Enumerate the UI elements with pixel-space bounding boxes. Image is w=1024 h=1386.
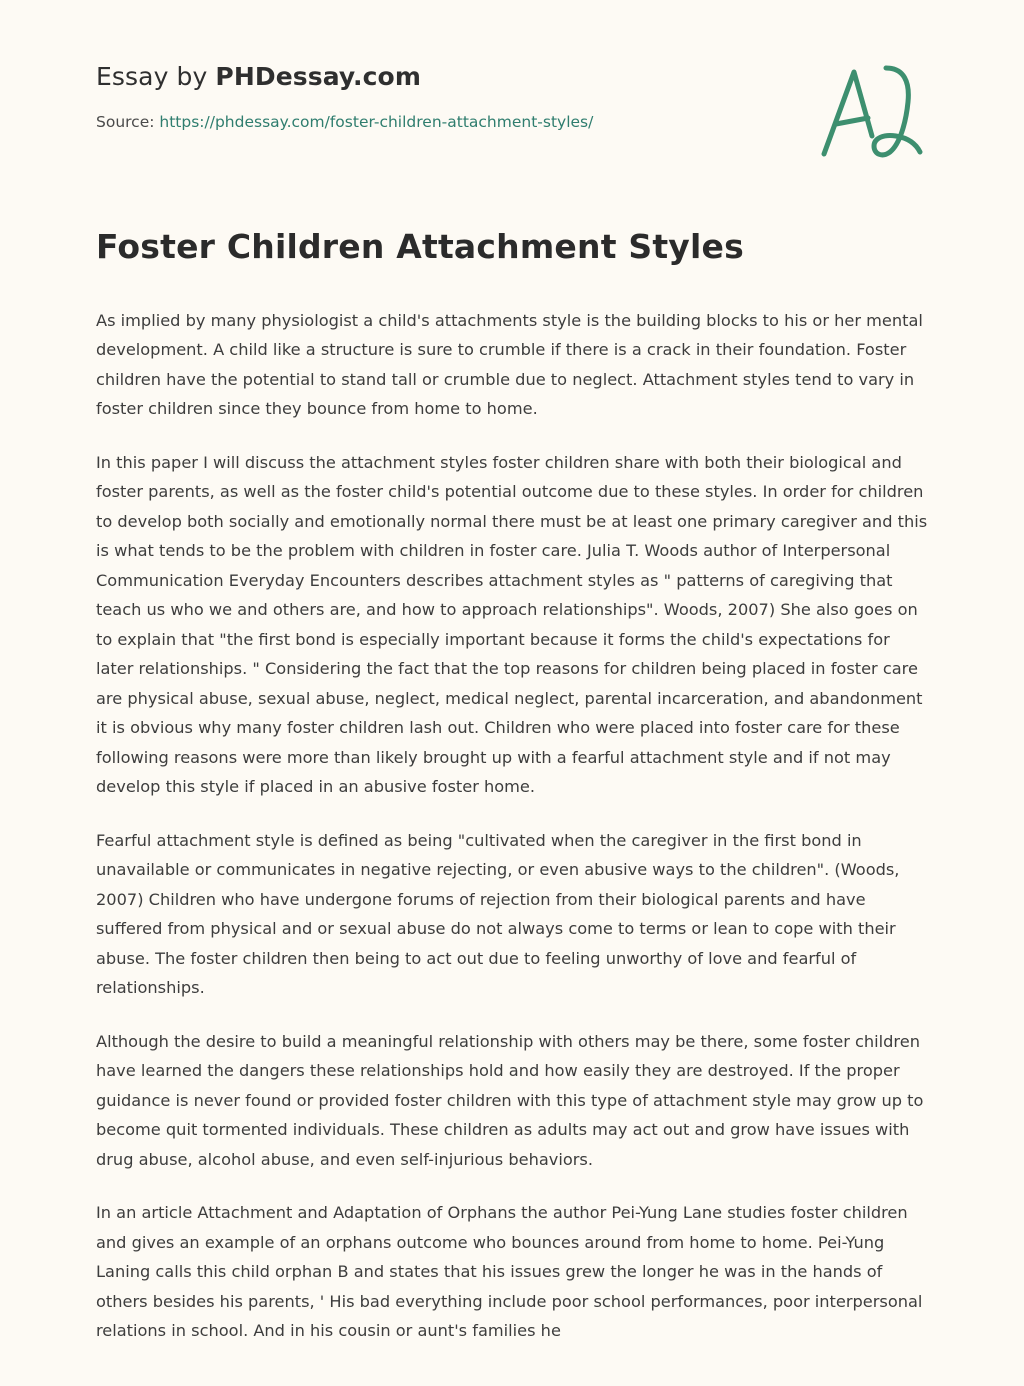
phdessay-logo-icon	[812, 58, 932, 168]
source-link[interactable]: https://phdessay.com/foster-children-attachment-styles/	[159, 113, 594, 131]
page-title: Foster Children Attachment Styles	[96, 227, 744, 266]
paragraph: In this paper I will discuss the attachment styles foster children share with both their biological and foster parents, as well as the foster child's potential outcome due to these styles. In order for children to develop both socially and emotionally normal there must be at least one primary caregiver and this is what tends to be the problem with children in foster care. Julia T. Woods author of Interpersonal Communication Everyday Encounters describes attachment styles as " patterns of caregiving that teach us who we and others are, and how to approach relationships". Woods, 2007) She also goes on to explain that "the first bond is especially important because it forms the child's expectations for later relationships. " Considering the fact that the top reasons for children being placed in foster care are physical abuse, sexual abuse, neglect, medical neglect, parental incarceration, and abandonment it is obvious why many foster children lash out. Children who were placed into foster care for these following reasons were more than likely brought up with a fearful attachment style and if not may develop this style if placed in an abusive foster home.	[96, 452, 928, 797]
brand-line	[96, 62, 928, 91]
paragraph: Fearful attachment style is defined as being "cultivated when the caregiver in the first bond in unavailable or communicates in negative rejecting, or even abusive ways to the children". (Woods, 2007) Children who have undergone forums of rejection from their biological parents and have suffered from physical and or sexual abuse do not always come to terms or lean to cope with their abuse. The foster children then being to act out due to feeling unworthy of love and fearful of relationships.	[96, 830, 900, 998]
source-line	[96, 113, 928, 131]
paragraph: As implied by many physiologist a child's attachments style is the building blocks to his or her mental development. A child like a structure is sure to crumble if there is a crack in their foundation. Foster children have the potential to stand tall or crumble due to neglect. Attachment styles tend to vary in foster children since they bounce from home to home.	[96, 311, 923, 419]
paragraph: In an article Attachment and Adaptation of Orphans the author Pei-Yung Lane studies foster children and gives an example of an orphans outcome who bounces around from home to home. Pei-Yung Laning calls this child orphan B and states that his issues grew the longer he was in the hands of others besides his parents, ' His bad everything include poor school performances, poor interpersonal relations in school. And in his cousin or aunt's families he	[96, 1203, 923, 1341]
paragraph: Although the desire to build a meaningful relationship with others may be there, some foster children have learned the dangers these relationships hold and how easily they are destroyed. If the proper guidance is never found or provided foster children with this type of attachment style may grow up to become quit tormented individuals. These children as adults may act out and grow have issues with drug abuse, alcohol abuse, and even self-injurious behaviors.	[96, 1031, 924, 1169]
source-label: Source:	[96, 113, 160, 131]
document-header	[0, 0, 1024, 131]
brand-name: PHDessay.com	[215, 62, 421, 91]
article-body	[96, 306, 928, 1346]
brand-prefix: Essay by	[96, 62, 216, 91]
